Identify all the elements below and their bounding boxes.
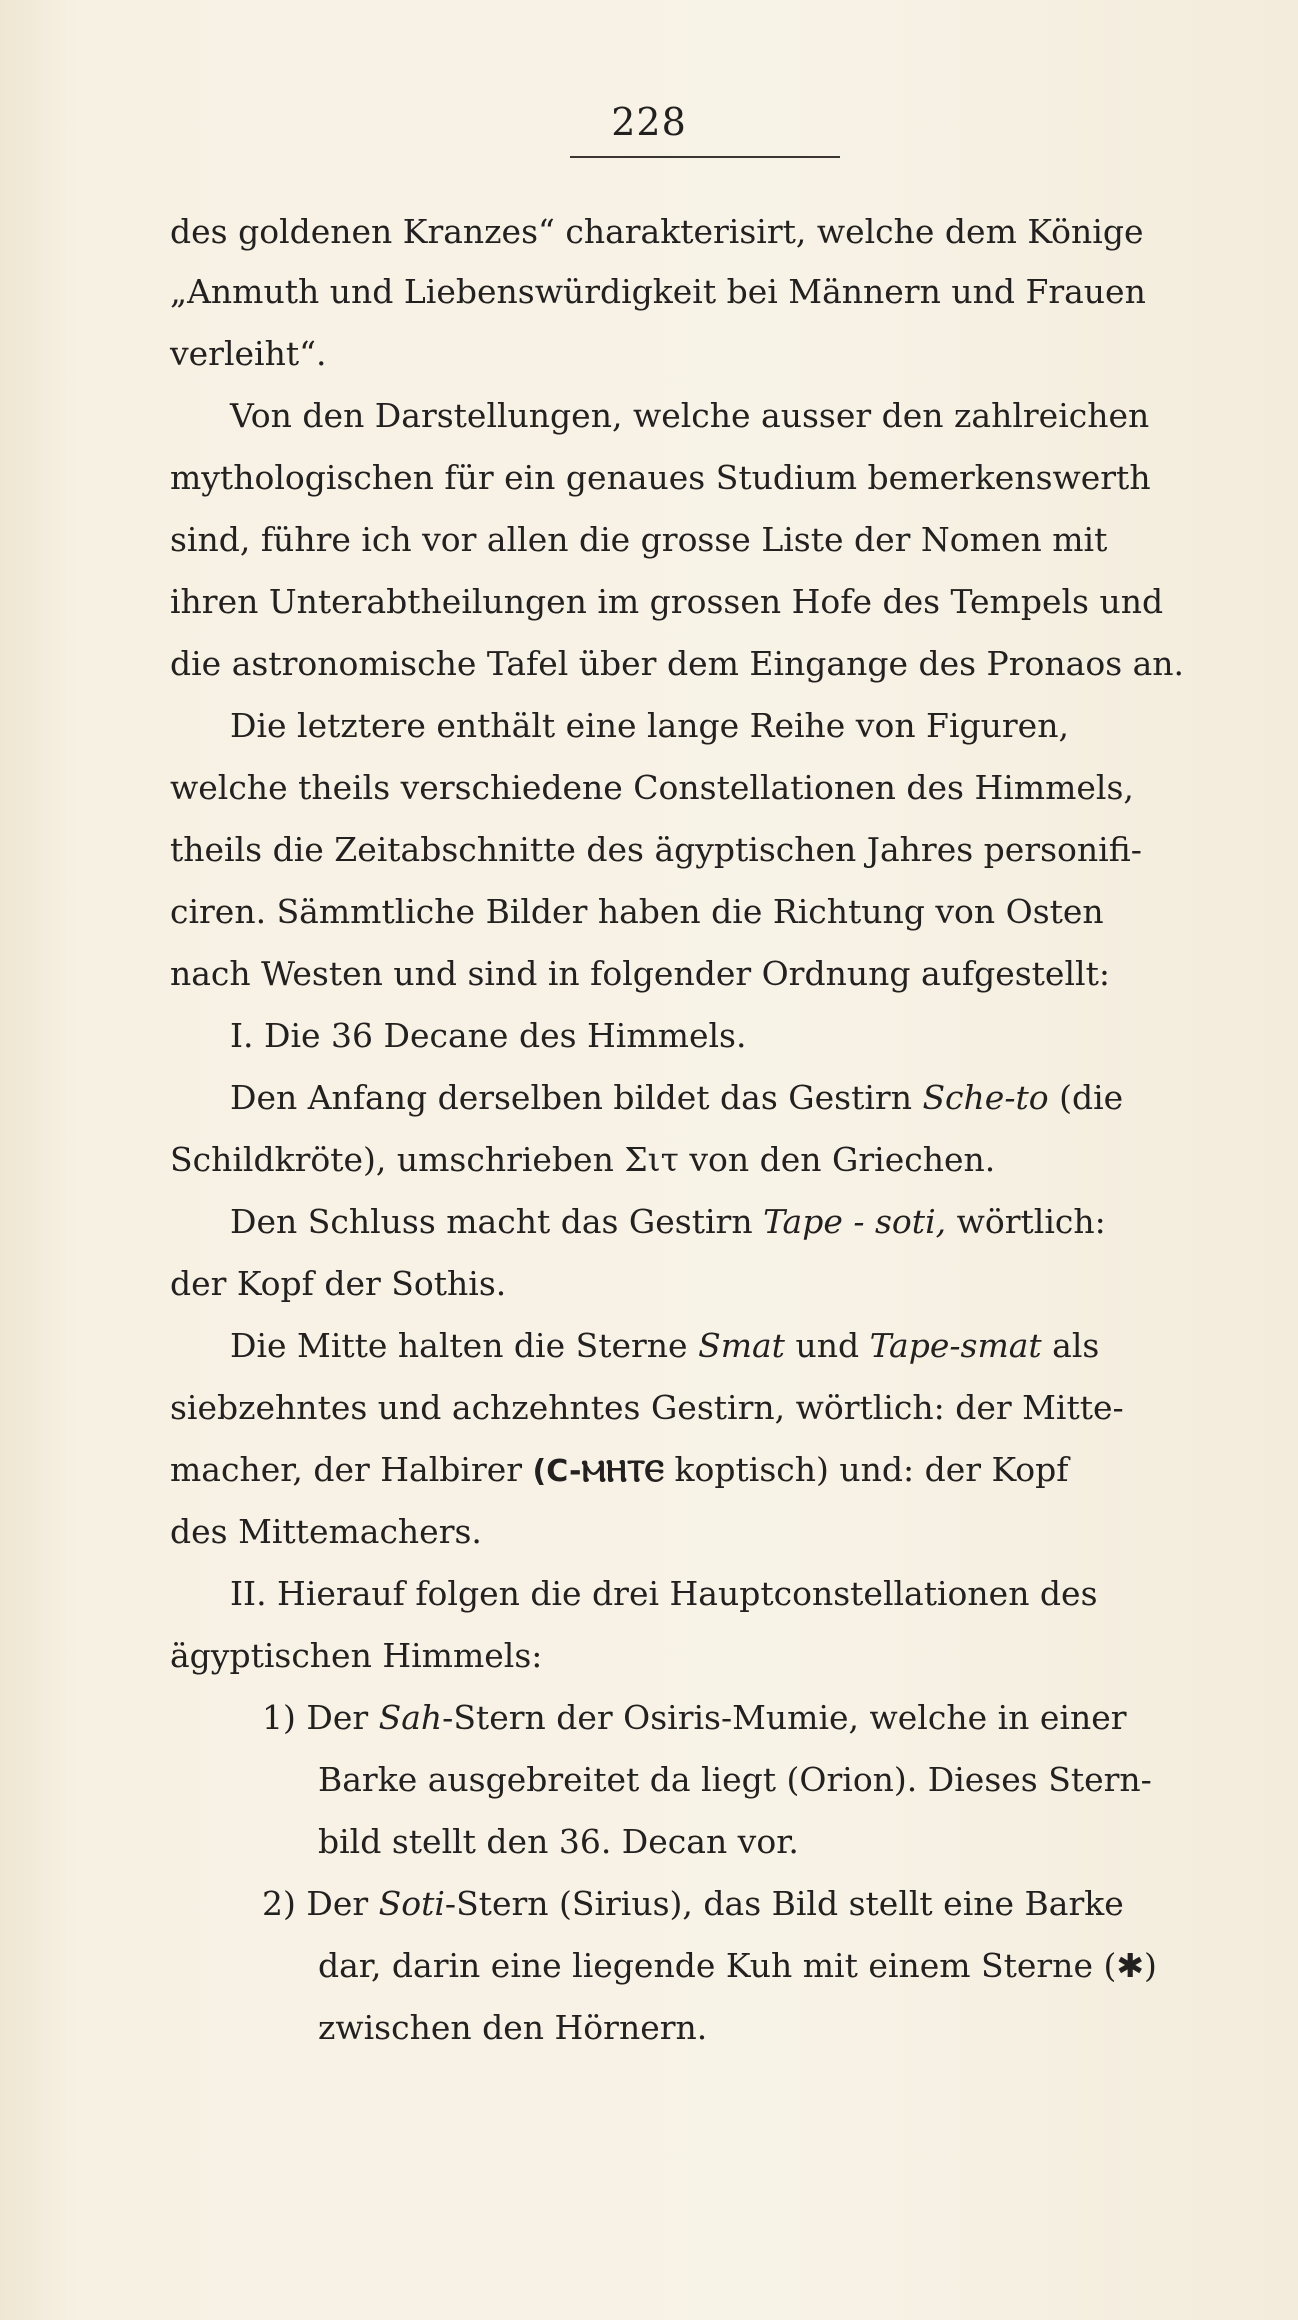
text-span: von den Griechen. (689, 1140, 996, 1179)
list-item-continuation: Barke ausgebreitet da liegt (Orion). Dieses Stern- (318, 1760, 1152, 1799)
star-name-italic: Tape - soti, (763, 1202, 947, 1241)
coptic-word: (C-ⲘⲎⲦⲈ (532, 1454, 665, 1489)
text-line (230, 1326, 1220, 1366)
star-name-italic: Sah (378, 1698, 443, 1737)
list-item (262, 1698, 1220, 1738)
text-line: nach Westen und sind in folgender Ordnung aufgestellt: (170, 954, 1110, 993)
text-span: Den Schluss macht das Gestirn (230, 1202, 753, 1241)
text-line: „Anmuth und Liebenswürdigkeit bei Männern und Frauen (170, 272, 1146, 311)
text-span: 2) Der (262, 1884, 369, 1923)
section-heading: II. Hierauf folgen die drei Hauptconstellationen des (230, 1574, 1098, 1613)
text-span: -Stern (Sirius), das Bild stellt eine Barke (444, 1884, 1124, 1923)
text-line: welche theils verschiedene Constellationen des Himmels, (170, 768, 1134, 807)
text-line (170, 1140, 1220, 1180)
list-item-continuation: bild stellt den 36. Decan vor. (318, 1822, 799, 1861)
text-span: wörtlich: (956, 1202, 1106, 1241)
text-line: ihren Unterabtheilungen im grossen Hofe des Tempels und (170, 582, 1164, 621)
text-line: des Mittemachers. (170, 1512, 482, 1551)
text-span: Die Mitte halten die Sterne (230, 1326, 688, 1365)
star-name-italic: Sche-to (922, 1078, 1049, 1117)
text-span: 1) Der (262, 1698, 369, 1737)
list-item (262, 1884, 1220, 1924)
text-span: koptisch) und: der Kopf (674, 1450, 1069, 1489)
text-line: mythologischen für ein genaues Studium bemerkenswerth (170, 458, 1151, 497)
greek-word: Σιτ (624, 1140, 679, 1179)
text-line (230, 1202, 1220, 1242)
star-name-italic: Soti (378, 1884, 445, 1923)
text-line: Die letztere enthält eine lange Reihe von Figuren, (230, 706, 1069, 745)
text-line: theils die Zeitabschnitte des ägyptischen Jahres personifi- (170, 830, 1142, 869)
page-number: 228 (611, 100, 687, 144)
header-rule (570, 156, 840, 158)
text-line (170, 1450, 1220, 1492)
text-span: als (1052, 1326, 1100, 1365)
text-line: verleiht“. (170, 334, 327, 373)
text-line: sind, führe ich vor allen die grosse Liste der Nomen mit (170, 520, 1108, 559)
text-span: Den Anfang derselben bildet das Gestirn (230, 1078, 912, 1117)
star-name-italic: Smat (698, 1326, 785, 1365)
text-span: macher, der Halbirer (170, 1450, 523, 1489)
text-line: ägyptischen Himmels: (170, 1636, 543, 1675)
text-line (230, 1078, 1220, 1118)
section-heading: I. Die 36 Decane des Himmels. (230, 1016, 747, 1055)
text-line: die astronomische Tafel über dem Eingange des Pronaos an. (170, 644, 1185, 683)
text-span: (die (1059, 1078, 1124, 1117)
text-line: der Kopf der Sothis. (170, 1264, 507, 1303)
text-span: -Stern der Osiris-Mumie, welche in einer (442, 1698, 1127, 1737)
text-span: und (795, 1326, 860, 1365)
text-span: Schildkröte), umschrieben (170, 1140, 614, 1179)
star-name-italic: Tape-smat (869, 1326, 1042, 1365)
text-line: des goldenen Kranzes“ charakterisirt, welche dem Könige (170, 212, 1144, 251)
text-line: Von den Darstellungen, welche ausser den zahlreichen (230, 396, 1150, 435)
list-item-continuation: zwischen den Hörnern. (318, 2008, 708, 2047)
text-line: ciren. Sämmtliche Bilder haben die Richtung von Osten (170, 892, 1104, 931)
list-item-continuation: dar, darin eine liegende Kuh mit einem Sterne (✱) (318, 1946, 1157, 1985)
text-line: siebzehntes und achzehntes Gestirn, wörtlich: der Mitte- (170, 1388, 1124, 1427)
